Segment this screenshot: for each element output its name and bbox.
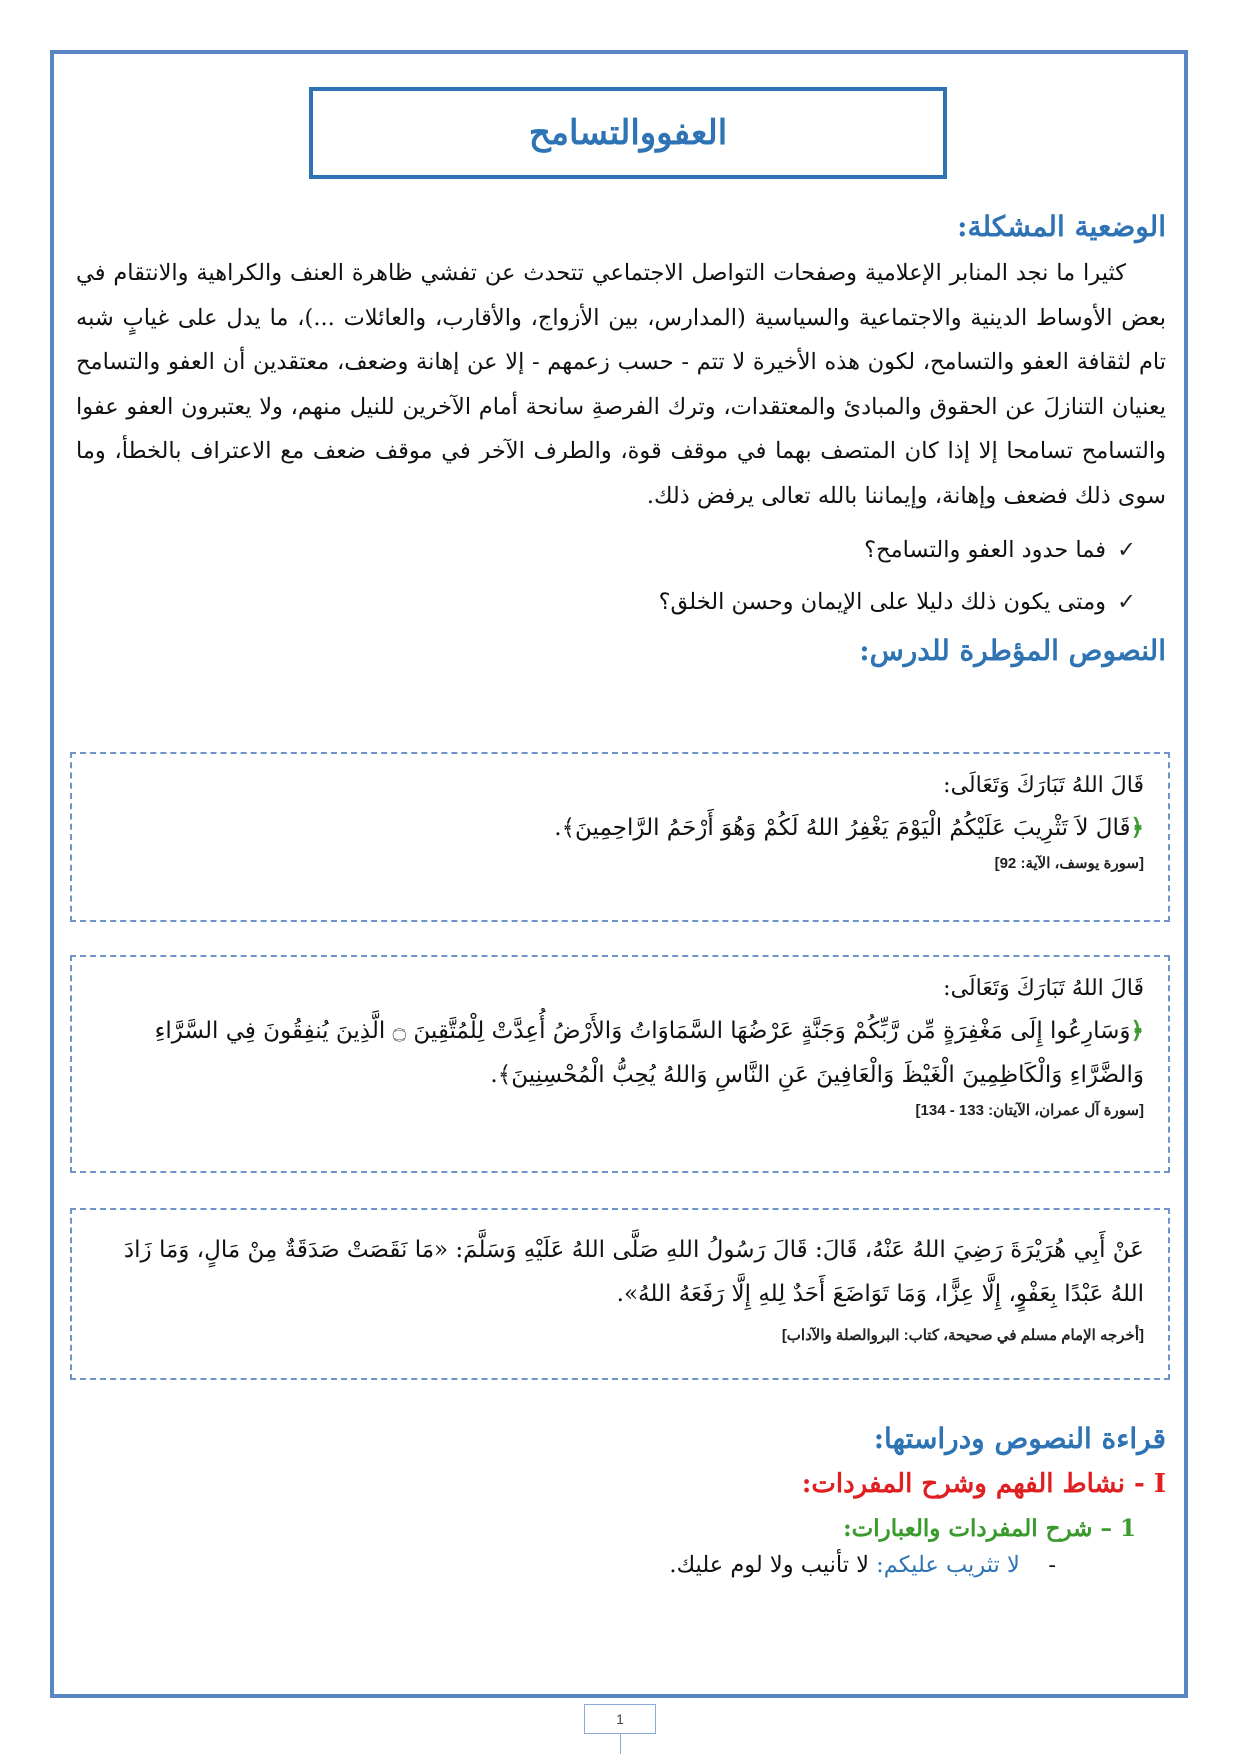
vocab-heading: 1 – شرح المفردات والعبارات:: [843, 1515, 1136, 1542]
verse-intro: قَالَ اللهُ تَبَارَكَ وَتَعَالَى:: [943, 773, 1144, 798]
problem-section: [76, 210, 1166, 667]
hadith-source: [أخرجه الإمام مسلم في صحيحة، كتاب: البروالصلة والآداب]: [781, 1327, 1144, 1344]
problem-heading: الوضعية المشكلة:: [957, 210, 1166, 243]
question-list: [76, 524, 1166, 628]
document-title: العفووالتسامح: [309, 87, 947, 179]
study-section: [76, 1422, 1166, 1578]
bullet-dash: -: [1019, 1552, 1056, 1578]
page-number-stem: [620, 1734, 621, 1754]
vocab-meaning: لا تأنيب ولا لوم عليك.: [669, 1552, 870, 1578]
texts-heading: النصوص المؤطرة للدرس:: [859, 634, 1166, 667]
question-item: ✓فما حدود العفو والتسامح؟: [76, 524, 1136, 576]
vocab-item: [76, 1552, 1056, 1578]
verse-intro: قَالَ اللهُ تَبَارَكَ وَتَعَالَى:: [943, 976, 1144, 1001]
text-box-1: [70, 752, 1170, 922]
text-box-2: [70, 955, 1170, 1173]
verse-source: [سورة آل عمران، الآيتان: 133 - 134]: [915, 1102, 1144, 1119]
hadith-box: [70, 1208, 1170, 1380]
activity-heading: I - نشاط الفهم وشرح المفردات:: [801, 1469, 1166, 1499]
study-heading: قراءة النصوص ودراستها:: [873, 1422, 1166, 1455]
checkmark-icon: ✓: [1117, 537, 1136, 563]
verse-source: [سورة يوسف، الآية: 92]: [994, 855, 1144, 872]
verse-text: ﴿وَسَارِعُوا إِلَى مَغْفِرَةٍ مِّن رَّبِّكُمْ وَجَنَّةٍ عَرْضُهَا السَّمَاوَاتُ وَالأَرْضُ أُعِدَّتْ لِلْمُتَّقِينَ ۝ الَّذِينَ يُنفِقُونَ فِي السَّرَّاءِ وَالضَّرَّاءِ وَالْكَاظِمِينَ الْغَيْظَ وَالْعَافِينَ عَنِ النَّاسِ وَاللهُ يُحِبُّ الْمُحْسِنِينَ﴾.: [154, 1017, 1144, 1088]
page-number: 1: [584, 1704, 656, 1734]
problem-paragraph: [76, 251, 1166, 518]
question-item: ✓ومتى يكون ذلك دليلا على الإيمان وحسن الخلق؟: [76, 576, 1136, 628]
problem-paragraph-text: كثيرا ما نجد المنابر الإعلامية وصفحات التواصل الاجتماعي تتحدث عن تفشي ظاهرة العنف والكراهية والانتقام في بعض الأوساط الدينية والاجتماعية والسياسية (المدارس، بين الأزواج، والأقارب، والعائلات ...)، ما يدل على غيابٍ شبه تام لثقافة العفو والتسامح، لكون هذه الأخيرة لا تتم - حسب زعمهم - إلا عن إهانة وضعف، معتقدين أن العفو والتسامح يعنيان التنازلَ عن الحقوق والمبادئ والمعتقدات، وترك الفرصةِ سانحة أمام الآخرين للنيل منهم، ولا يعتبرون العفو عفوا والتسامح تسامحا إلا إذا كان المتصف بهما في موقف قوة، والطرف الآخر في موقف ضعف مع الاعتراف بالخطأ، وما سوى ذلك فضعف وإهانة، وإيماننا بالله تعالى يرفض ذلك.: [76, 260, 1166, 509]
vocab-term: لا تثريب عليكم:: [876, 1552, 1020, 1578]
verse-text: ﴿قَالَ لاَ تَثْرِيبَ عَلَيْكُمُ الْيَوْمَ يَغْفِرُ اللهُ لَكُمْ وَهُوَ أَرْحَمُ الرَّاحِمِينَ﴾.: [554, 814, 1144, 841]
hadith-text: عَنْ أَبِي هُرَيْرَةَ رَضِيَ اللهُ عَنْهُ، قَالَ: قَالَ رَسُولُ اللهِ صَلَّى اللهُ عَلَيْهِ وَسَلَّمَ: «مَا نَقَصَتْ صَدَقَةٌ مِنْ مَالٍ، وَمَا زَادَ اللهُ عَبْدًا بِعَفْوٍ، إِلَّا عِزًّا، وَمَا تَوَاضَعَ أَحَدٌ لِلهِ إِلَّا رَفَعَهُ اللهُ».: [123, 1237, 1144, 1307]
checkmark-icon: ✓: [1117, 589, 1136, 615]
